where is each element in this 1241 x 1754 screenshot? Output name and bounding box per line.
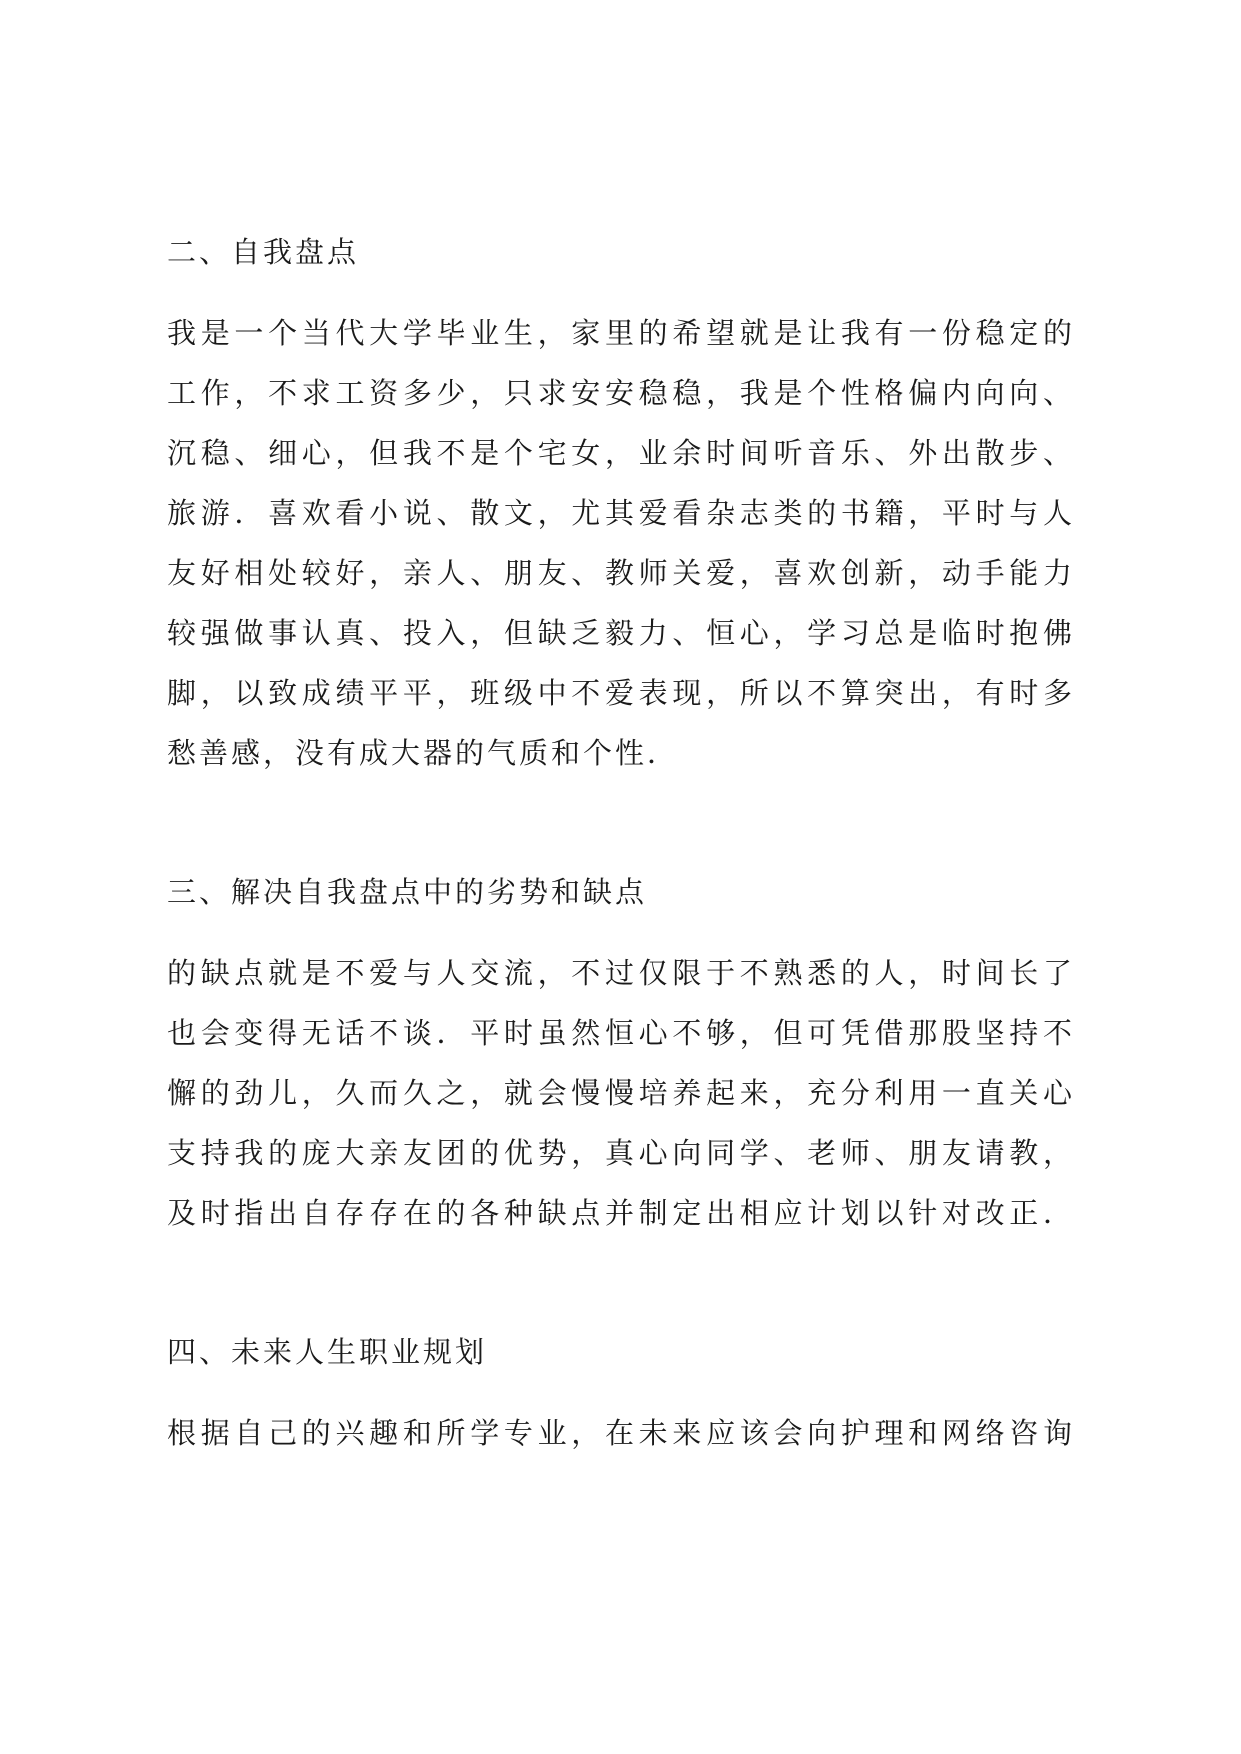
paragraph-line: 也会变得无话不谈．平时虽然恒心不够，但可凭借那股坚持不: [167, 1016, 1072, 1050]
paragraph-line: 友好相处较好，亲人、朋友、教师关爱，喜欢创新，动手能力: [167, 556, 1072, 590]
paragraph-line: 较强做事认真、投入，但缺乏毅力、恒心，学习总是临时抱佛: [167, 616, 1072, 650]
paragraph-line: 愁善感，没有成大器的气质和个性．: [167, 736, 680, 770]
section-heading-career-plan: 四、未来人生职业规划: [167, 1335, 488, 1369]
paragraph-line: 及时指出自存存在的各种缺点并制定出相应计划以针对改正．: [167, 1196, 1072, 1230]
paragraph-line: 工作，不求工资多少，只求安安稳稳，我是个性格偏内向向、: [167, 376, 1072, 410]
paragraph-line: 根据自己的兴趣和所学专业，在未来应该会向护理和网络咨询: [167, 1416, 1072, 1450]
paragraph-line: 我是一个当代大学毕业生，家里的希望就是让我有一份稳定的: [167, 316, 1072, 350]
paragraph-line: 脚，以致成绩平平，班级中不爱表现，所以不算突出，有时多: [167, 676, 1072, 710]
paragraph-self-inventory: [167, 303, 1072, 783]
section-heading-self-inventory: 二、自我盘点: [167, 235, 360, 269]
paragraph-line: 旅游．喜欢看小说、散文，尤其爱看杂志类的书籍，平时与人: [167, 496, 1072, 530]
paragraph-line: 支持我的庞大亲友团的优势，真心向同学、老师、朋友请教，: [167, 1136, 1072, 1170]
paragraph-line: 的缺点就是不爱与人交流，不过仅限于不熟悉的人，时间长了: [167, 956, 1072, 990]
paragraph-line: 懈的劲儿，久而久之，就会慢慢培养起来，充分利用一直关心: [167, 1076, 1072, 1110]
section-heading-weakness: 三、解决自我盘点中的劣势和缺点: [167, 875, 648, 909]
paragraph-weakness: [167, 943, 1072, 1243]
paragraph-line: 沉稳、细心，但我不是个宅女，业余时间听音乐、外出散步、: [167, 436, 1072, 470]
paragraph-career-plan: [167, 1403, 1072, 1463]
